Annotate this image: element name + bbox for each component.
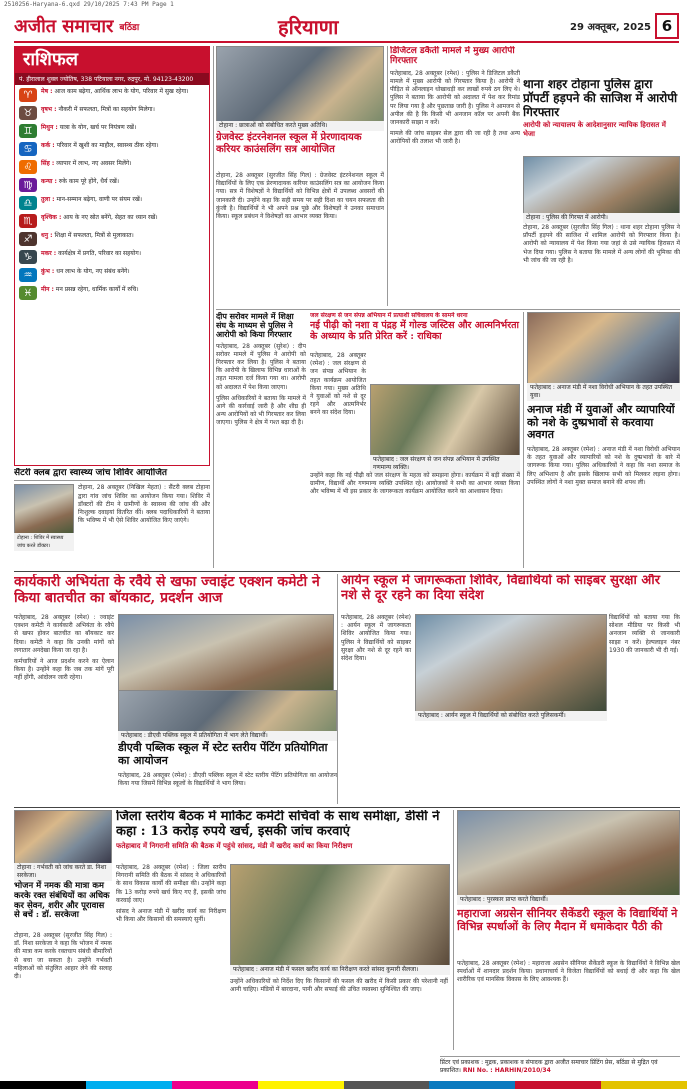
headline: कार्यकारी अभियंता के रवैये से खफा ज्वाइंट एक्शन कमेटी ने किया बातचीत का बॉयकाट, प्रदर्शन आज (14, 574, 320, 607)
headline: अनाज मंडी में युवाओं और व्यापारियों को नशे के दुष्प्रभावों से करवाया अवगत (527, 403, 675, 442)
story-dav-school (118, 690, 337, 802)
newspaper-name: अजीत समाचार (14, 16, 114, 37)
astrologer-credit: पं. हीरालाल शुक्ल ज्योतिष, 338 पटियाला नगर, रुद्रपुर, मो. 94123-43200 (15, 73, 209, 85)
headline: जिला स्तरीय बैठक में मार्किट कमेटी सचिवों के साथ समीक्षा, डीसी ने कहा : 13 करोड़ रुपये खर्च, इसकी जांच करवाएं (116, 810, 440, 839)
story-digital-case (390, 46, 520, 306)
article-body: फतेहाबाद, 28 अक्तूबर (रमेश) : अनाज मंडी में नशा विरोधी अभियान के तहत युवाओं और व्यापारियों को नशे के दुष्प्रभावों के बारे में जागरूक किया गया। पुलिस अधिकारियों ने कहा कि नशा समाज के लिए अभिशाप है और इसके खिलाफ सभी को मिलकर लड़ना होगा। उपस्थित लोगों ने नशा मुक्त समाज बनाने की शपथ ली। (527, 446, 680, 486)
zodiac-forecast: यात्रा के योग, खर्च पर नियंत्रण रखें। (59, 124, 137, 131)
photo-caption: टोहाना : छात्राओं को संबोधित करते मुख्य अतिथि। (216, 121, 384, 131)
zodiac-entry (19, 214, 205, 228)
zodiac-name: कुंभ : (41, 268, 55, 275)
article-body-2: विद्यार्थियों को बताया गया कि सोशल मीडिया पर किसी भी अनजान व्यक्ति से जानकारी साझा न करें। हेल्पलाइन नंबर 1930 की जानकारी भी दी गई। (609, 614, 680, 654)
section-title: हरियाणा (278, 15, 339, 39)
story-maharaja-agrasen (457, 810, 680, 1050)
photo (118, 690, 337, 732)
zodiac-forecast: रुके काम पूरे होंगे, धैर्य रखें। (58, 178, 120, 185)
photo (457, 810, 680, 896)
zodiac-name: वृश्चिक : (41, 214, 62, 221)
zodiac-forecast: परिवार में खुशी का माहौल, स्वास्थ्य ठीक रहेगा। (56, 142, 159, 149)
subheadline: आरोपी को न्यायालय के आदेशानुसार न्यायिक हिरासत में भेजा (523, 121, 666, 139)
zodiac-name: धनु : (41, 232, 53, 239)
zodiac-entry (19, 88, 205, 102)
article-body: टोहाना, 28 अक्तूबर (सुरजीत सिंह गिल) : थाना शहर टोहाना पुलिस ने प्रॉपर्टी हड़पने की साजिश में शामिल आरोपी को गिरफ्तार किया है। आरोपी को न्यायालय में पेश किया गया जहां से उसे न्यायिक हिरासत में भेज दिया गया। पुलिस ने बताया कि मामले में अन्य लोगों की भूमिका की भी जांच की जा रही है। (523, 224, 680, 264)
headline: सैंटरी क्लब द्वारा स्वास्थ्य जांच शिविर आयोजित (14, 468, 210, 481)
zodiac-entry (19, 286, 205, 300)
print-slug: 2510256-Haryana-6.qxd 29/10/2025 7:43 PM Page 1 (4, 1, 174, 8)
photo (14, 810, 112, 864)
headline: दीप सरोवर मामले में शिक्षा संघ के माध्यम से पुलिस ने आरोपी को किया गिरफ्तार (216, 312, 294, 340)
headline: डीएवी पब्लिक स्कूल में स्टेट स्तरीय पेंटिंग प्रतियोगिता का आयोजन (118, 741, 328, 767)
zodiac-entry (19, 142, 205, 156)
story-tohana-police-head (523, 46, 680, 74)
story-sansad (116, 810, 450, 1050)
headline: थाना शहर टोहाना पुलिस द्वारा प्रॉपर्टी हड़पने की साजिश में आरोपी गिरफ्तार (523, 78, 678, 119)
photo-caption: फतेहाबाद : अनाज मंडी में नशा विरोधी अभियान के तहत उपस्थित युवा। (527, 383, 680, 401)
photo-caption: टोहाना : गर्भवती को जांच करते डा. निशा सरकेजा। (14, 863, 112, 881)
article-body: टोहाना, 28 अक्तूबर (सुरजीत सिंह गिल) : ग्रेजवेस्ट इंटरनेशनल स्कूल में विद्यार्थियों के लिए एक प्रेरणादायक करियर काउंसलिंग सत्र का आयोजन किया गया। सत्र में विशेषज्ञों ने विद्यार्थियों को विभिन्न क्षेत्रों में उपलब्ध अवसरों की जानकारी दी। उन्होंने कहा कि सही समय पर सही दिशा का चयन सफलता की कुंजी है। विद्यार्थियों ने भी अपने प्रश्न पूछे और विशेषज्ञों ने उनका समाधान किया। स्कूल प्रबंधन ने विशेषज्ञों का आभार व्यक्त किया। (216, 172, 384, 221)
zodiac-name: सिंह : (41, 160, 55, 167)
rashifal-title: राशिफल (15, 47, 209, 73)
zodiac-name: कन्या : (41, 178, 57, 185)
zodiac-entry (19, 196, 205, 210)
edition-city: बठिंडा (119, 22, 140, 33)
article-body: फतेहाबाद, 28 अक्तूबर (रमेश) : महाराजा अग्रसेन सीनियर सैकेंडरी स्कूल के विद्यार्थियों ने विभिन्न खेल स्पर्धाओं में शानदार प्रदर्शन किया। प्रधानाचार्य ने विजेता विद्यार्थियों को बधाई दी और कहा कि खेल शारीरिक एवं मानसिक विकास के लिए आवश्यक हैं। (457, 960, 680, 984)
zodiac-entry (19, 106, 205, 120)
zodiac-entry (19, 124, 205, 138)
zodiac-forecast: आज काम बढ़ेगा, आर्थिक लाभ के योग, परिवार में सुख रहेगा। (54, 88, 189, 95)
article-body: फतेहाबाद, 28 अक्तूबर (रमेश) : डीएवी पब्लिक स्कूल में स्टेट स्तरीय पेंटिंग प्रतियोगिता का आयोजन किया गया जिसमें विभिन्न स्कूलों के विद्यार्थियों ने भाग लिया। (118, 772, 337, 788)
zodiac-name: मिथुन : (41, 124, 58, 131)
photo-caption: फतेहाबाद : पुरस्कार प्राप्त करते विद्यार्थी। (457, 895, 680, 905)
photo (370, 384, 520, 456)
brand (14, 13, 139, 39)
imprint-text: प्रिंटर एवं प्रकाशक : मुद्रक, प्रकाशक व संपादक द्वारा अजीत समाचार प्रिंटिंग प्रेस, बठिंडा से मुद्रित एवं प्रकाशित। (440, 1059, 658, 1074)
headline: भोजन में नमक की मात्रा कम करके रक्त संबंधियों का अधिक कर सेवन, शरीर और पूरावास से बचें : डॉ. सरकेजा (14, 881, 110, 921)
story-bhojan (14, 810, 112, 1050)
headline: महाराजा अग्रसेन सीनियर सैकेंडरी स्कूल के विद्यार्थियों ने विभिन्न स्पर्धाओं के लिए मैदान में धमाकेदार पैठी की (457, 907, 678, 933)
story-anaj-mandi (527, 312, 680, 568)
zodiac-forecast: नौकरी में सफलता, मित्रों का सहयोग मिलेगा। (58, 106, 155, 113)
zodiac-icon: ♉ (19, 106, 37, 120)
zodiac-icon: ♏ (19, 214, 37, 228)
article-body: फतेहाबाद, 28 अक्तूबर (रमेश) : आर्यन स्कूल में जागरूकता शिविर आयोजित किया गया। पुलिस ने विद्यार्थियों को साइबर सुरक्षा और नशे से दूर रहने का संदेश दिया। (341, 614, 411, 663)
zodiac-entry (19, 250, 205, 264)
story-health-camp (14, 468, 210, 568)
zodiac-icon: ♊ (19, 124, 37, 138)
zodiac-icon: ♓ (19, 286, 37, 300)
photo-caption: फतेहाबाद : अनाज मंडी में फसल खरीद कार्य का निरीक्षण करते सांसद कुमारी सैलजा। (230, 965, 450, 975)
headline: डिजिटल डकैती मामले में मुख्य आरोपी गिरफ्तार (390, 46, 515, 67)
photo-caption: फतेहाबाद : जल संरक्षण से जन संपन्न अभियान में उपस्थित गणमान्य व्यक्ति। (370, 455, 520, 473)
photo (523, 156, 680, 214)
headline: आर्यन स्कूल में जागरूकता शिविर, विद्यार्थियों को साइबर सुरक्षा और नशे से दूर रहने का दिया संदेश (341, 574, 661, 603)
article-body: फतेहाबाद, 28 अक्तूबर (सुरेश) : दीप सरोवर मामले में पुलिस ने आरोपी को गिरफ्तार कर लिया है। पुलिस ने बताया कि आरोपी के खिलाफ विभिन्न धाराओं के तहत मामला दर्ज किया गया था। आरोपी को अदालत में पेश किया जाएगा। पुलिस अधिकारियों ने बताया कि मामले में आगे की कार्रवाई जारी है और शीघ्र ही अन्य आरोपियों को भी गिरफ्तार कर लिया जाएगा। पुलिस ने क्षेत्र में गश्त बढ़ा दी है। (216, 342, 306, 427)
zodiac-name: मीन : (41, 286, 54, 293)
photo (230, 864, 450, 966)
photo-caption: टोहाना : पुलिस की गिरफ्त में आरोपी। (523, 213, 680, 223)
zodiac-icon: ♌ (19, 160, 37, 174)
zodiac-forecast: व्यापार में लाभ, नए अवसर मिलेंगे। (56, 160, 132, 167)
zodiac-name: वृषभ : (41, 106, 57, 113)
zodiac-icon: ♈ (19, 88, 37, 102)
color-registration-strip (0, 1081, 687, 1089)
article-body-2: उन्होंने कहा कि नई पीढ़ी को जल संरक्षण के महत्व को समझना होगा। कार्यक्रम में बड़ी संख्या में ग्रामीण, विद्यार्थी और गणमान्य व्यक्ति उपस्थित रहे। आयोजकों ने सभी का आभार व्यक्त किया और भविष्य में भी इस प्रकार के जागरूकता कार्यक्रम आयोजित करने का आश्वासन दिया। (310, 472, 520, 496)
headline: ग्रेजवेस्ट इंटरनेशनल स्कूल में प्रेरणादायक करियर काउंसलिंग सत्र आयोजित (216, 132, 362, 155)
zodiac-forecast: आय के नए स्रोत बनेंगे, सेहत का ध्यान रखें। (63, 214, 158, 221)
zodiac-forecast: धन लाभ के योग, नए संबंध बनेंगे। (56, 268, 130, 275)
zodiac-name: मकर : (41, 250, 57, 257)
rashifal-box (14, 46, 210, 466)
zodiac-list (15, 85, 209, 307)
zodiac-name: तुला : (41, 196, 55, 203)
zodiac-icon: ♍ (19, 178, 37, 192)
article-body: टोहाना, 28 अक्तूबर (सुरजीत सिंह गिल) : डॉ. निशा सरकेजा ने कहा कि भोजन में नमक की मात्रा कम करके रक्तचाप संबंधी बीमारियों से बचा जा सकता है। उन्होंने गर्भवती महिलाओं को संतुलित आहार लेने की सलाह दी। (14, 932, 112, 981)
zodiac-forecast: शिक्षा में सफलता, मित्रों से मुलाकात। (54, 232, 134, 239)
article-body: टोहाना, 28 अक्तूबर (निखिल मेहता) : सैंटरी क्लब टोहाना द्वारा गांव जांच शिविर का आयोजन किया गया। शिविर में डॉक्टरों की टीम ने ग्रामीणों के स्वास्थ्य की जांच की और निःशुल्क दवाइयां वितरित कीं। क्लब पदाधिकारियों ने बताया कि भविष्य में भी ऐसे शिविर आयोजित किए जाएंगे। (78, 484, 210, 525)
zodiac-entry (19, 160, 205, 174)
zodiac-forecast: मन प्रसन्न रहेगा, धार्मिक कार्यों में रुचि। (55, 286, 139, 293)
photo-caption: फतेहाबाद : डीएवी पब्लिक स्कूल में प्रतियोगिता में भाग लेते विद्यार्थी। (118, 731, 337, 741)
zodiac-entry (19, 178, 205, 192)
article-body: फतेहाबाद, 28 अक्तूबर (रमेश) : जल संरक्षण से जन संपन्न अभियान के तहत कार्यक्रम आयोजित किया गया। मुख्य अतिथि ने युवाओं को नशे से दूर रहने और आत्मनिर्भर बनने का संदेश दिया। (310, 352, 366, 417)
rni-number: RNI No. : HARHIN/2010/34 (462, 1067, 551, 1074)
zodiac-name: कर्क : (41, 142, 55, 149)
article-body-2: उन्होंने अधिकारियों को निर्देश दिए कि किसानों की फसल की खरीद में किसी प्रकार की परेशानी नहीं आनी चाहिए। मंडियों में बारदाना, पानी और सफाई की उचित व्यवस्था सुनिश्चित की जाए। (230, 978, 448, 994)
photo (216, 46, 384, 122)
photo (14, 484, 74, 534)
masthead (14, 13, 679, 43)
headline: नई पीढ़ी को नशा व पंद्रह में गोल्ड जस्टिस और आत्मनिर्भरता के अध्याय के प्रति प्रेरित करें : राधिका (310, 320, 519, 342)
zodiac-icon: ♑ (19, 250, 37, 264)
zodiac-entry (19, 268, 205, 282)
story-school-counselling (216, 46, 384, 306)
zodiac-name: मेष : (41, 88, 53, 95)
zodiac-icon: ♋ (19, 142, 37, 156)
photo (527, 312, 680, 384)
kicker: जल संरक्षण से जन संपन्न अभियान में प्रत्याशी सचिवालय के सामने धरना (310, 312, 468, 319)
page-number: 6 (655, 13, 679, 39)
subheadline: फतेहाबाद में निगरानी समिति की बैठक में पहुंचे सांसद, मंडी में खरीद कार्य का किया निरीक्षण (116, 841, 353, 850)
story-tohana-police (523, 78, 680, 306)
zodiac-icon: ♐ (19, 232, 37, 246)
zodiac-forecast: मान-सम्मान बढ़ेगा, वाणी पर संयम रखें। (56, 196, 142, 203)
zodiac-forecast: कार्यक्षेत्र में प्रगति, परिवार का सहयोग। (58, 250, 141, 257)
zodiac-icon: ♒ (19, 268, 37, 282)
article-body: फतेहाबाद, 28 अक्तूबर (रमेश) : ज्वाइंट एक्शन कमेटी ने कार्यकारी अभियंता के रवैये से खफा होकर बातचीत का बॉयकाट कर दिया। कमेटी ने कहा कि उनकी मांगों को लगातार अनदेखा किया जा रहा है। कर्मचारियों ने आज प्रदर्शन करने का ऐलान किया है। उन्होंने कहा कि जब तक मांगें पूरी नहीं होंगी, आंदोलन जारी रहेगा। (14, 614, 114, 682)
article-body: फतेहाबाद, 28 अक्तूबर (रमेश) : जिला स्तरीय निगरानी समिति की बैठक में सांसद ने अधिकारियों के साथ विकास कार्यों की समीक्षा की। उन्होंने कहा कि 13 करोड़ रुपये खर्च किए गए हैं, इसकी जांच करवाई जाए। सांसद ने अनाज मंडी में खरीद कार्य का निरीक्षण भी किया और किसानों की समस्याएं सुनीं। (116, 864, 226, 924)
story-deep-sarovar (216, 312, 306, 568)
photo-caption: फतेहाबाद : आर्यन स्कूल में विद्यार्थियों को संबोधित करते पुलिसकर्मी। (415, 711, 607, 721)
story-jal-sanrakshan (310, 312, 520, 568)
photo (118, 614, 334, 696)
zodiac-entry (19, 232, 205, 246)
photo (415, 614, 607, 712)
photo-caption: टोहाना : शिविर में स्वास्थ्य जांच करते डॉक्टर। (14, 533, 74, 551)
article-body: फतेहाबाद, 28 अक्तूबर (रमेश) : पुलिस ने डिजिटल डकैती मामले में मुख्य आरोपी को गिरफ्तार किया है। आरोपी ने पीड़ित से ऑनलाइन धोखाधड़ी कर लाखों रुपये ठग लिए थे। पुलिस ने बताया कि आरोपी को अदालत में पेश कर रिमांड पर लिया गया है और पूछताछ जारी है। पुलिस ने आमजन से अपील की है कि किसी भी अनजान कॉल पर अपनी बैंक जानकारी साझा न करें। मामले की जांच साइबर सेल द्वारा की जा रही है तथा अन्य आरोपियों की तलाश भी जारी है। (390, 69, 520, 146)
story-aryan-school (341, 574, 680, 804)
issue-date: 29 अक्तूबर, 2025 (569, 22, 651, 33)
zodiac-icon: ♎ (19, 196, 37, 210)
